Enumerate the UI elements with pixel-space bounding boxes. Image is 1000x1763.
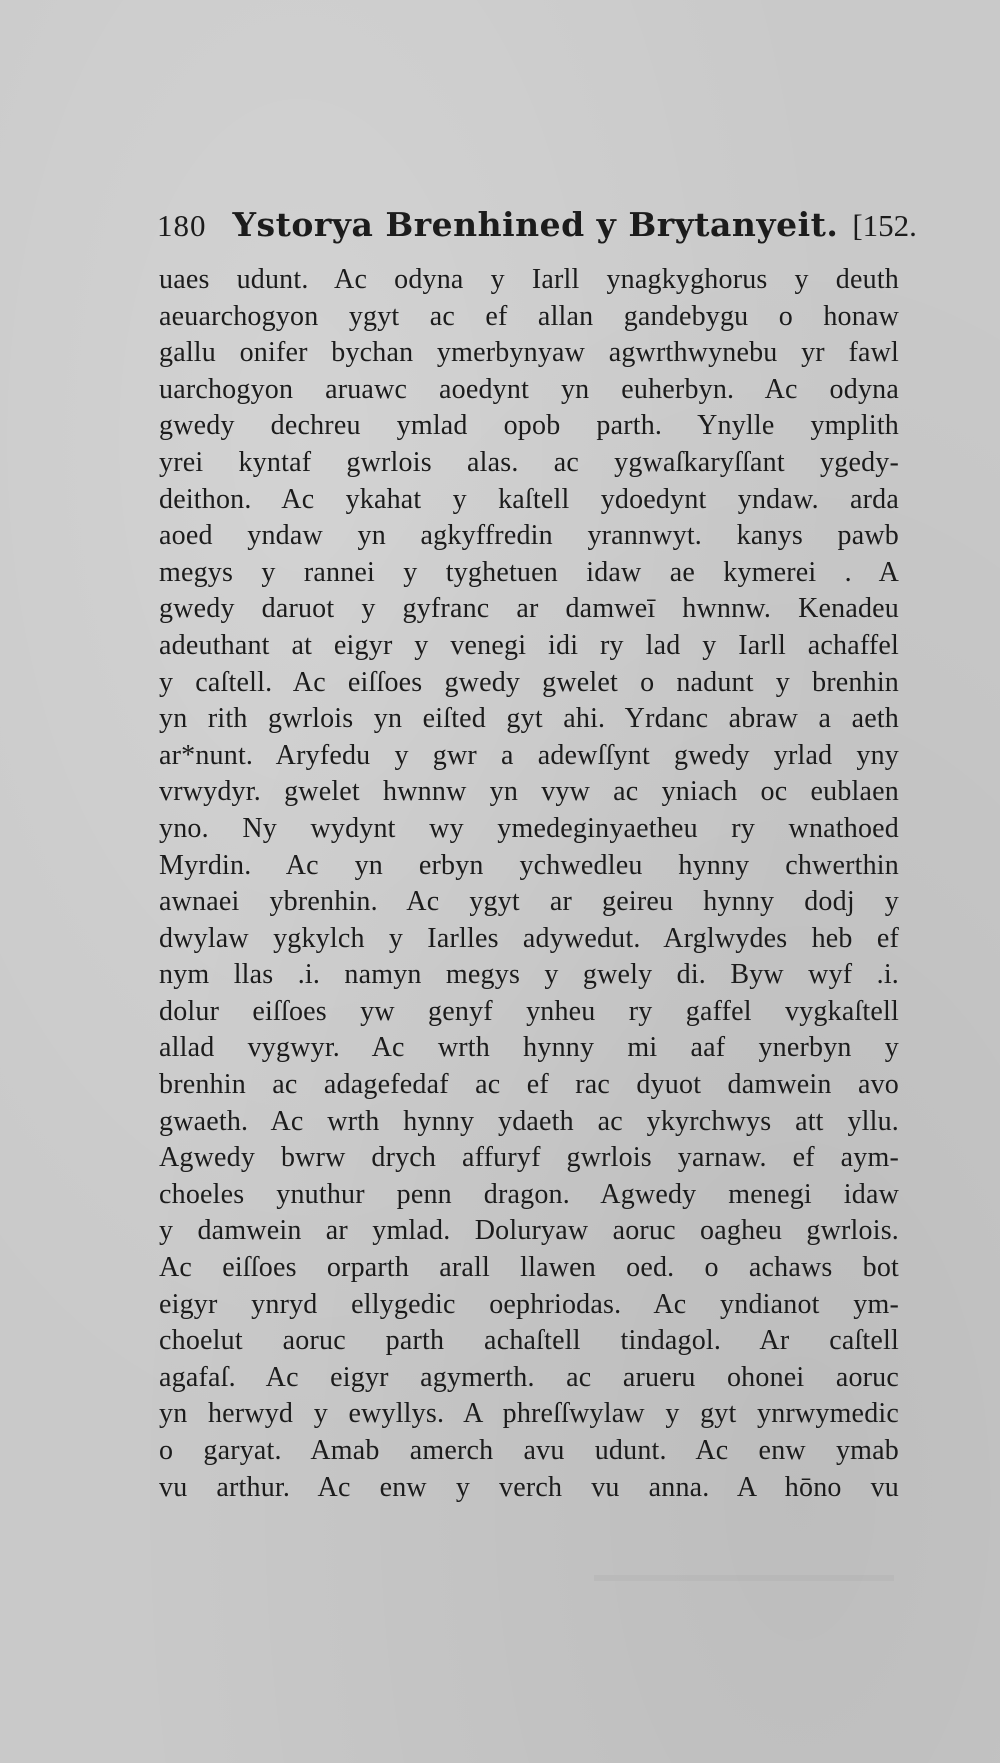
text-line: nym llas .i. namyn megys y gwely di. Byw wyf .i.: [159, 959, 899, 991]
text-line: allad vygwyr. Ac wrth hynny mi aaf ynerbyn y: [159, 1032, 899, 1064]
section-mark: [152.: [852, 208, 917, 243]
text-line: aoed yndaw yn agkyffredin yrannwyt. kanys pawb: [159, 520, 899, 552]
text-line: uarchogyon aruawc aoedynt yn euherbyn. Ac odyna: [159, 373, 899, 405]
text-line: y damwein ar ymlad. Doluryaw aoruc oagheu gwrlois.: [159, 1215, 899, 1247]
page-number: 180: [157, 208, 207, 243]
text-line: deithon. Ac ykahat y kaſtell ydoedynt yndaw. arda: [159, 483, 899, 515]
text-line: Ac eiſſoes orparth arall llawen oed. o achaws bot: [159, 1252, 899, 1284]
text-line: uaes udunt. Ac odyna y Iarll ynagkyghorus y deuth: [159, 264, 899, 295]
text-line: yn herwyd y ewyllys. A phreſſwylaw y gyt ynrwymedic: [159, 1398, 899, 1430]
text-line: Agwedy bwrw drych affuryf gwrlois yarnaw. ef aym-: [159, 1142, 899, 1174]
text-line: awnaei ybrenhin. Ac ygyt ar geireu hynny dodj y: [159, 886, 899, 918]
text-line: gwaeth. Ac wrth hynny ydaeth ac ykyrchwys att yllu.: [159, 1105, 899, 1137]
text-line: dolur eiſſoes yw genyf ynheu ry gaffel vygkaſtell: [159, 995, 899, 1027]
text-line: dwylaw ygkylch y Iarlles adywedut. Arglwydes heb ef: [159, 922, 899, 954]
text-line: agafaſ. Ac eigyr agymerth. ac arueru ohonei aoruc: [159, 1361, 899, 1393]
running-title: Ystorya Brenhined y Brytanyeit.: [232, 205, 839, 244]
paper-shading: [594, 1575, 894, 1581]
text-line: y caſtell. Ac eiſſoes gwedy gwelet o nadunt y brenhin: [159, 666, 899, 698]
text-line: vrwydyr. gwelet hwnnw yn vyw ac yniach oc eublaen: [159, 776, 899, 808]
text-line: gallu onifer bychan ymerbynyaw agwrthwynebu yr fawl: [159, 337, 899, 369]
page-header: [157, 205, 917, 255]
text-line: o garyat. Amab amerch avu udunt. Ac enw ymab: [159, 1435, 899, 1466]
text-line: yrei kyntaf gwrlois alas. ac ygwaſkaryſſant ygedy-: [159, 446, 899, 478]
text-line: yno. Ny wydynt wy ymedeginyaetheu ry wnathoed: [159, 812, 899, 844]
text-line: ar*nunt. Aryfedu y gwr a adewſſynt gwedy yrlad yny: [159, 739, 899, 771]
text-line: vu arthur. Ac enw y verch vu anna. A hōno vu: [159, 1471, 899, 1503]
text-line: gwedy dechreu ymlad opob parth. Ynylle ymplith: [159, 410, 899, 442]
text-line: choelut aoruc parth achaſtell tindagol. Ar caſtell: [159, 1325, 899, 1357]
text-line: brenhin ac adagefedaf ac ef rac dyuot damwein avo: [159, 1069, 899, 1101]
text-line: aeuarchogyon ygyt ac ef allan gandebygu o honaw: [159, 300, 899, 332]
text-line: yn rith gwrlois yn eiſted gyt ahi. Yrdanc abraw a aeth: [159, 703, 899, 735]
text-line: adeuthant at eigyr y venegi idi ry lad y Iarll achaffel: [159, 629, 899, 661]
text-line: eigyr ynryd ellygedic oephriodas. Ac yndianot ym-: [159, 1288, 899, 1320]
text-line: choeles ynuthur penn dragon. Agwedy menegi idaw: [159, 1178, 899, 1210]
text-line: Myrdin. Ac yn erbyn ychwedleu hynny chwerthin: [159, 849, 899, 881]
text-line: gwedy daruot y gyfranc ar damweī hwnnw. Kenadeu: [159, 593, 899, 625]
body-text: [159, 262, 899, 1506]
text-line: megys y rannei y tyghetuen idaw ae kymerei . A: [159, 556, 899, 588]
